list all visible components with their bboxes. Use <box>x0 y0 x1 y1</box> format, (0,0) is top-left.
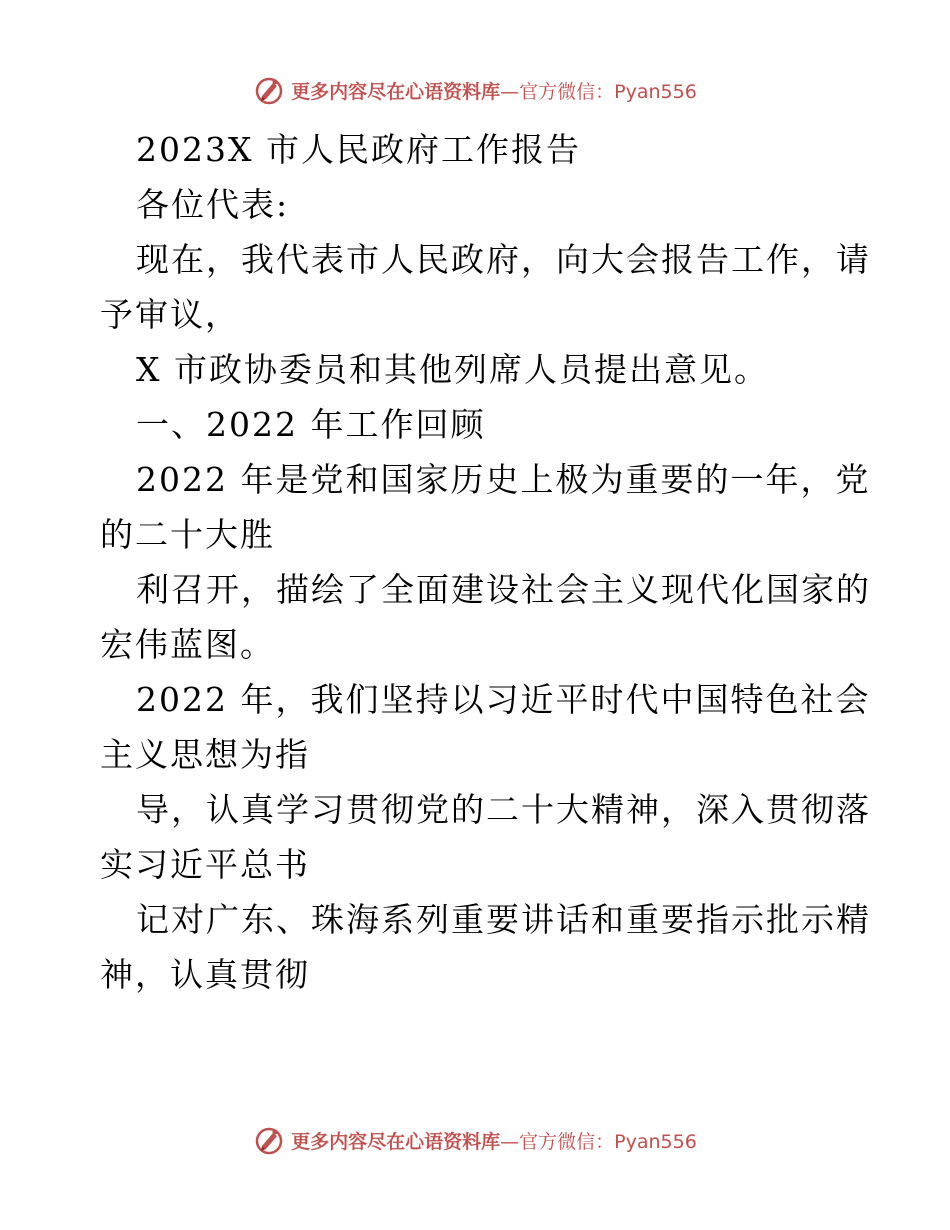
text-line: 主义思想为指 <box>100 735 310 774</box>
pen-circle-logo-icon <box>253 74 285 106</box>
watermark-text-bold: 更多内容尽在心语资料库 <box>291 1130 501 1153</box>
text-line: 宏伟蓝图。 <box>100 625 275 664</box>
watermark-text <box>291 1127 697 1154</box>
text-line: 2022 年是党和国家历史上极为重要的一年，党 <box>136 460 871 499</box>
watermark-footer <box>0 1120 950 1160</box>
pen-circle-logo-icon <box>253 1124 285 1156</box>
text-line: X 市政协委员和其他列席人员提出意见。 <box>136 350 769 389</box>
text-line: 现在，我代表市人民政府，向大会报告工作，请 <box>136 240 871 279</box>
watermark-text-rest: —官方微信：Pyan556 <box>500 1130 697 1153</box>
watermark-text-rest: —官方微信：Pyan556 <box>500 80 697 103</box>
text-line: 记对广东、珠海系列重要讲话和重要指示批示精 <box>136 900 871 939</box>
text-line: 各位代表: <box>136 185 290 224</box>
text-line: 神，认真贯彻 <box>100 955 310 994</box>
text-line: 利召开，描绘了全面建设社会主义现代化国家的 <box>136 570 871 609</box>
text-line: 的二十大胜 <box>100 515 275 554</box>
document-body <box>100 122 871 1002</box>
section-heading: 一、2022 年工作回顾 <box>136 405 486 444</box>
text-line: 予审议， <box>100 295 240 334</box>
document-title: 2023X 市人民政府工作报告 <box>136 130 581 169</box>
text-line: 导，认真学习贯彻党的二十大精神，深入贯彻落 <box>136 790 871 829</box>
watermark-text-bold: 更多内容尽在心语资料库 <box>291 80 501 103</box>
text-line: 2022 年，我们坚持以习近平时代中国特色社会 <box>136 680 871 719</box>
watermark-header <box>0 70 950 110</box>
text-line: 实习近平总书 <box>100 845 310 884</box>
watermark-text <box>291 77 697 104</box>
